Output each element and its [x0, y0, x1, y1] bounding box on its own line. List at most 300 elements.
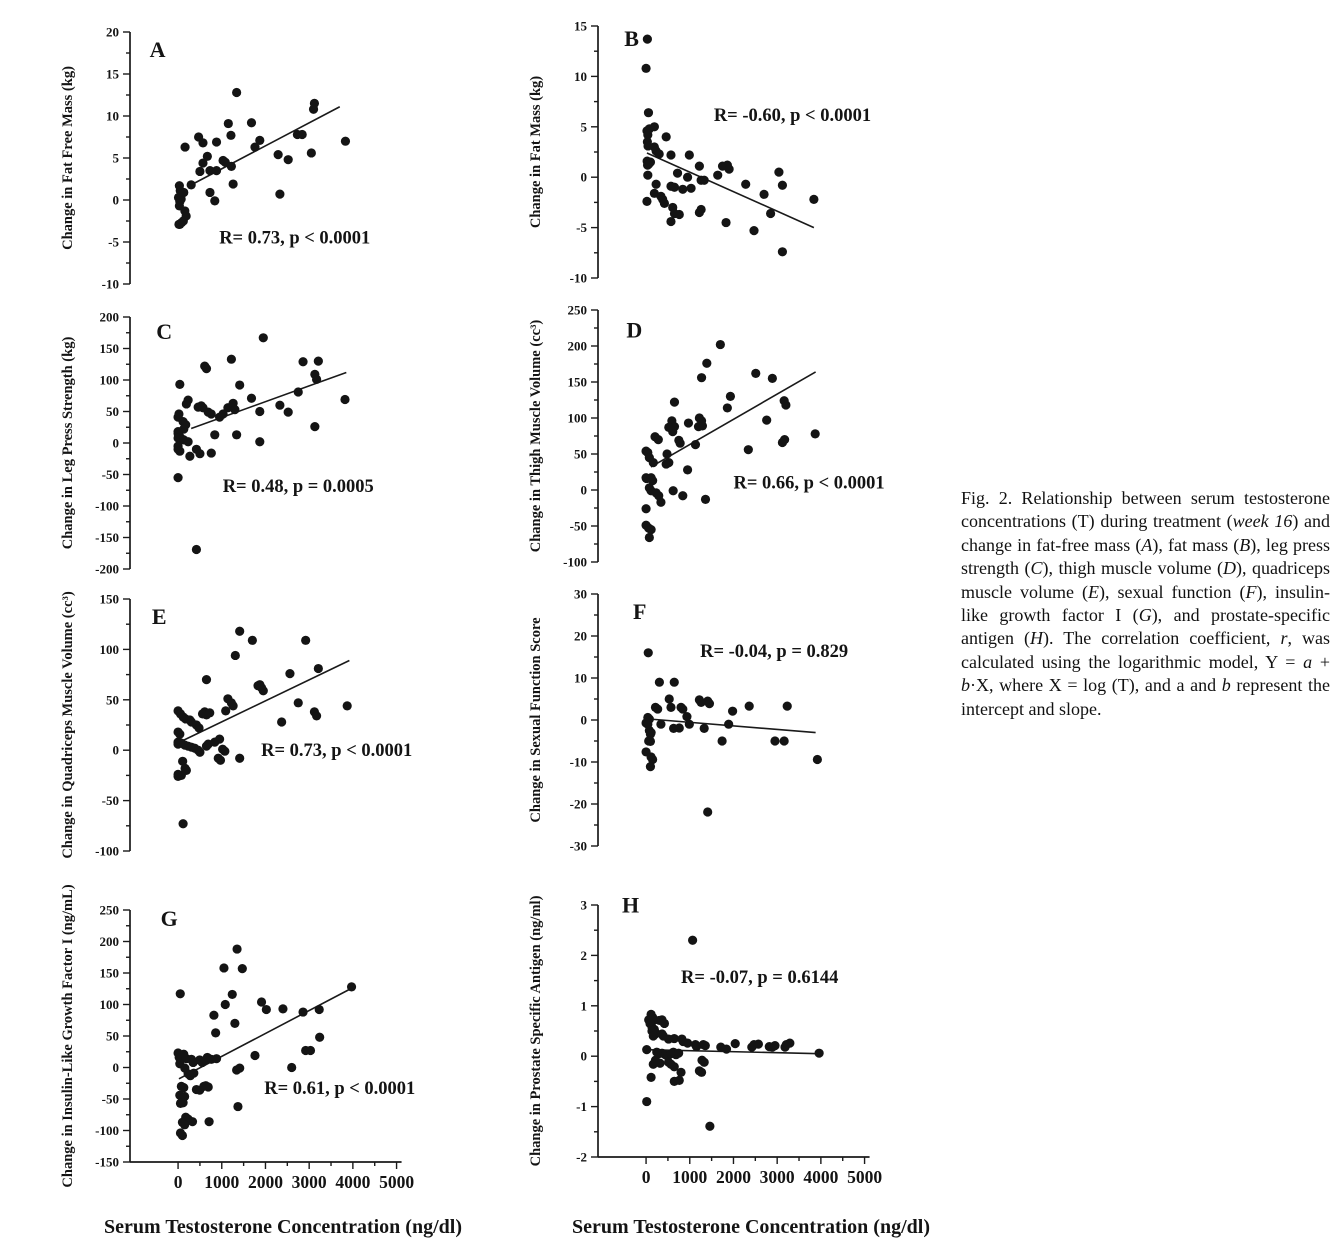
data-point — [670, 678, 679, 687]
data-point — [232, 430, 241, 439]
panel-annotation: R= 0.48, p = 0.0005 — [222, 477, 374, 498]
data-point — [697, 1068, 706, 1077]
data-point — [726, 392, 735, 401]
data-point — [294, 698, 303, 707]
y-tick-label: 100 — [99, 372, 119, 388]
y-tick-label: -100 — [95, 498, 119, 514]
data-point — [287, 1063, 296, 1072]
y-tick-label: -10 — [569, 754, 587, 770]
x-tick-label: 5000 — [379, 1172, 415, 1192]
data-point — [766, 209, 775, 218]
caption-text-segment: ), thigh muscle volume ( — [1042, 558, 1224, 579]
data-point — [173, 473, 182, 482]
y-tick-label: 150 — [99, 591, 119, 607]
data-point — [235, 380, 244, 389]
data-point — [275, 190, 284, 199]
y-tick-label: 150 — [567, 374, 587, 390]
y-tick-label: 15 — [574, 18, 587, 34]
data-point — [713, 171, 722, 180]
panel-G — [58, 884, 438, 1202]
y-tick-label: -100 — [95, 843, 119, 859]
data-point — [759, 190, 768, 199]
caption-text-segment: ), leg press strength ( — [961, 534, 1330, 579]
data-point — [219, 963, 228, 972]
panel-letter: G — [160, 905, 178, 931]
data-point — [646, 525, 655, 534]
panel-letter: E — [151, 604, 167, 630]
panel-A — [58, 24, 438, 294]
y-tick-label: -10 — [101, 276, 119, 292]
data-point — [725, 165, 734, 174]
data-point — [314, 357, 323, 366]
data-point — [669, 486, 678, 495]
data-point — [670, 398, 679, 407]
x-tick-label: 0 — [173, 1172, 183, 1192]
data-point — [745, 702, 754, 711]
y-tick-label: 100 — [99, 641, 119, 657]
data-point — [310, 99, 319, 108]
x-tick-label: 2000 — [247, 1172, 283, 1192]
data-point — [645, 533, 654, 542]
y-tick-label: 200 — [567, 338, 587, 354]
data-point — [646, 762, 655, 771]
data-point — [643, 161, 652, 170]
data-point — [641, 504, 650, 513]
data-point — [235, 754, 244, 763]
panel-E — [58, 591, 438, 861]
caption-text-segment: represent the intercept and slope. — [961, 675, 1331, 719]
data-point — [207, 448, 216, 457]
data-point — [202, 364, 211, 373]
caption-text-segment: ), fat mass ( — [1152, 534, 1240, 555]
x-tick-label: 2000 — [715, 1167, 751, 1187]
y-tick-label: 50 — [106, 692, 119, 708]
y-tick-label: 50 — [574, 446, 587, 462]
y-tick-label: 0 — [580, 712, 587, 728]
data-point — [643, 171, 652, 180]
trendline — [184, 660, 350, 740]
y-tick-label: 0 — [580, 169, 587, 185]
panel-B — [526, 18, 906, 288]
data-point — [642, 1045, 651, 1054]
data-point — [646, 737, 655, 746]
data-point — [670, 183, 679, 192]
data-point — [674, 1049, 683, 1058]
y-tick-label: -50 — [101, 1091, 119, 1107]
panel-E-chart — [58, 591, 438, 861]
data-point — [210, 430, 219, 439]
y-axis-label: Change in Leg Press Strength (kg) — [60, 336, 76, 550]
data-point — [187, 180, 196, 189]
data-point — [262, 1005, 271, 1014]
y-tick-label: 20 — [574, 628, 587, 644]
data-point — [248, 636, 257, 645]
x-tick-label: 0 — [641, 1167, 651, 1187]
data-point — [723, 403, 732, 412]
data-point — [675, 210, 684, 219]
y-tick-label: 0 — [112, 742, 119, 758]
data-point — [678, 491, 687, 500]
panel-F — [526, 586, 906, 856]
data-point — [683, 1038, 692, 1047]
data-point — [179, 188, 188, 197]
y-tick-label: 150 — [99, 965, 119, 981]
data-point — [643, 35, 652, 44]
panel-C — [58, 309, 438, 579]
data-point — [301, 1046, 310, 1055]
panel-A-chart — [58, 24, 438, 294]
data-point — [195, 167, 204, 176]
data-point — [653, 704, 662, 713]
y-tick-label: -200 — [95, 561, 119, 577]
data-point — [233, 1102, 242, 1111]
caption-italic-segment: E — [1088, 581, 1099, 602]
data-point — [655, 149, 664, 158]
data-point — [209, 1011, 218, 1020]
y-tick-label: -100 — [563, 554, 587, 570]
caption-text-segment: ), quadriceps muscle volume ( — [961, 558, 1331, 602]
y-tick-label: 20 — [106, 24, 119, 40]
data-point — [205, 188, 214, 197]
y-tick-label: 100 — [99, 997, 119, 1012]
data-point — [221, 1000, 230, 1009]
data-point — [315, 1005, 324, 1014]
data-point — [194, 723, 203, 732]
y-tick-label: -5 — [576, 220, 587, 236]
data-point — [298, 1007, 307, 1016]
y-tick-label: 0 — [580, 1048, 587, 1064]
y-tick-label: 0 — [112, 192, 119, 208]
data-point — [284, 408, 293, 417]
data-point — [722, 1045, 731, 1054]
data-point — [676, 439, 685, 448]
panel-annotation: R= 0.73, p < 0.0001 — [219, 228, 371, 249]
data-point — [310, 422, 319, 431]
x-tick-label: 4000 — [803, 1167, 839, 1187]
panel-letter: B — [624, 26, 639, 52]
data-point — [673, 169, 682, 178]
data-point — [754, 1040, 763, 1049]
data-point — [695, 162, 704, 171]
data-point — [655, 1059, 664, 1068]
data-point — [227, 162, 236, 171]
data-point — [255, 407, 264, 416]
panel-letter: A — [149, 37, 166, 63]
data-point — [255, 136, 264, 145]
data-point — [199, 1082, 208, 1091]
y-tick-label: 5 — [580, 119, 587, 135]
caption-italic-segment: r — [1280, 628, 1288, 649]
data-point — [228, 990, 237, 999]
data-point — [188, 1117, 197, 1126]
panel-C-chart — [58, 309, 438, 579]
panel-F-chart — [526, 586, 906, 856]
caption-italic-segment: b — [961, 675, 970, 696]
data-point — [218, 409, 227, 418]
panel-letter: D — [626, 317, 643, 343]
data-point — [230, 1019, 239, 1028]
data-point — [195, 748, 204, 757]
data-point — [642, 1097, 651, 1106]
data-point — [684, 418, 693, 427]
y-tick-label: 30 — [574, 586, 587, 602]
caption-text-segment: ), sexual function ( — [1099, 581, 1246, 602]
data-point — [341, 137, 350, 146]
data-point — [211, 1028, 220, 1037]
y-tick-label: 150 — [99, 341, 119, 356]
y-tick-label: -5 — [108, 234, 119, 250]
caption-text-segment: ), and prostate-specific antigen ( — [961, 604, 1330, 649]
data-point — [277, 717, 286, 726]
data-point — [685, 150, 694, 159]
data-point — [185, 452, 194, 461]
x-tick-label: 5000 — [847, 1167, 883, 1187]
data-point — [207, 409, 216, 418]
data-point — [654, 435, 663, 444]
data-point — [774, 168, 783, 177]
data-point — [744, 445, 753, 454]
data-point — [700, 176, 709, 185]
data-point — [202, 675, 211, 684]
panel-letter: H — [622, 892, 640, 918]
data-point — [298, 357, 307, 366]
data-point — [811, 429, 820, 438]
caption-italic-segment: B — [1239, 534, 1251, 555]
data-point — [301, 636, 310, 645]
data-point — [642, 197, 651, 206]
data-point — [176, 989, 185, 998]
data-point — [278, 1004, 287, 1013]
y-tick-label: -50 — [101, 793, 119, 809]
y-tick-label: 50 — [106, 1028, 119, 1044]
data-point — [229, 179, 238, 188]
data-point — [343, 701, 352, 710]
x-tick-label: 4000 — [335, 1172, 371, 1192]
data-point — [257, 997, 266, 1006]
data-point — [751, 369, 760, 378]
panel-annotation: R= -0.60, p < 0.0001 — [713, 105, 872, 126]
data-point — [184, 437, 193, 446]
panel-annotation: R= 0.61, p < 0.0001 — [264, 1078, 416, 1099]
data-point — [285, 669, 294, 678]
y-tick-label: 3 — [580, 897, 587, 913]
data-point — [683, 465, 692, 474]
data-point — [216, 756, 225, 765]
data-point — [178, 1098, 187, 1107]
data-point — [250, 1051, 259, 1060]
data-point — [664, 423, 673, 432]
data-point — [204, 1117, 213, 1126]
data-point — [728, 707, 737, 716]
data-point — [705, 1122, 714, 1131]
y-tick-label: 0 — [112, 1060, 119, 1075]
data-point — [182, 399, 191, 408]
data-point — [662, 132, 671, 141]
data-point — [703, 807, 712, 816]
data-point — [650, 122, 659, 131]
y-tick-label: 200 — [99, 934, 119, 949]
panel-H-chart — [526, 892, 906, 1197]
data-point — [695, 208, 704, 217]
data-point — [203, 152, 212, 161]
caption-italic-segment: C — [1030, 558, 1043, 579]
y-tick-label: -20 — [569, 796, 587, 812]
data-point — [312, 711, 321, 720]
data-point — [675, 1076, 684, 1085]
data-point — [718, 736, 727, 745]
caption-italic-segment: D — [1223, 558, 1237, 579]
y-tick-label: 0 — [112, 435, 119, 451]
data-point — [238, 964, 247, 973]
caption-italic-segment: A — [1141, 534, 1153, 555]
y-tick-label: -1 — [576, 1099, 587, 1115]
y-tick-label: -2 — [576, 1149, 587, 1165]
y-tick-label: -50 — [101, 467, 119, 482]
y-tick-label: 15 — [106, 66, 119, 82]
data-point — [762, 416, 771, 425]
data-point — [198, 138, 207, 147]
data-point — [716, 340, 725, 349]
data-point — [259, 333, 268, 342]
y-tick-label: 2 — [580, 947, 587, 963]
data-point — [691, 440, 700, 449]
data-point — [666, 150, 675, 159]
data-point — [662, 459, 671, 468]
data-point — [641, 64, 650, 73]
caption-text-segment: ), insulin-like growth factor I ( — [961, 581, 1330, 625]
data-point — [205, 708, 214, 717]
caption-text-segment: , was calculated using the logarithmic model, Y = — [961, 628, 1330, 672]
data-point — [179, 216, 188, 225]
data-point — [221, 706, 230, 715]
data-point — [215, 735, 224, 744]
data-point — [815, 1049, 824, 1058]
caption-text-segment: Fig. 2. Relationship between serum testosterone concentrations (T) during treatment ( — [961, 488, 1330, 532]
data-point — [780, 736, 789, 745]
caption-italic-segment: week 16 — [1232, 511, 1293, 532]
data-point — [255, 437, 264, 446]
data-point — [778, 181, 787, 190]
y-tick-label: -10 — [569, 270, 587, 286]
data-point — [294, 387, 303, 396]
data-point — [212, 137, 221, 146]
trendline — [191, 372, 346, 428]
caption-italic-segment: G — [1138, 604, 1152, 625]
y-axis-label: Change in Prostate Specific Antigen (ng/ml) — [528, 895, 544, 1167]
data-point — [310, 370, 319, 379]
data-point — [259, 686, 268, 695]
data-point — [226, 131, 235, 140]
data-point — [700, 1058, 709, 1067]
data-point — [175, 380, 184, 389]
data-point — [662, 449, 671, 458]
y-tick-label: 10 — [574, 68, 587, 84]
data-point — [660, 1019, 669, 1028]
data-point — [702, 359, 711, 368]
y-tick-label: -50 — [569, 518, 587, 534]
data-point — [688, 936, 697, 945]
data-point — [231, 651, 240, 660]
data-point — [778, 247, 787, 256]
data-point — [314, 664, 323, 673]
panel-letter: C — [156, 319, 173, 345]
data-point — [780, 435, 789, 444]
data-point — [180, 142, 189, 151]
data-point — [347, 982, 356, 991]
data-point — [721, 218, 730, 227]
caption-text-segment: ) and change in fat-free mass ( — [961, 511, 1330, 555]
y-axis-label: Change in Fat Mass (kg) — [528, 75, 544, 229]
data-point — [665, 694, 674, 703]
caption-italic-segment: H — [1030, 628, 1044, 649]
data-point — [686, 184, 695, 193]
x-tick-label: 1000 — [204, 1172, 240, 1192]
data-point — [660, 199, 669, 208]
data-point — [697, 373, 706, 382]
data-point — [694, 422, 703, 431]
data-point — [298, 130, 307, 139]
data-point — [724, 720, 733, 729]
data-point — [813, 755, 822, 764]
y-tick-label: 10 — [106, 108, 119, 124]
y-tick-label: 1 — [580, 998, 587, 1014]
data-point — [644, 648, 653, 657]
panel-annotation: R= -0.07, p = 0.6144 — [681, 968, 839, 989]
caption-text-segment: ). The correlation coefficient, — [1043, 628, 1281, 649]
caption-text-segment: ·X, where X = log (T), and a and — [970, 675, 1222, 696]
data-point — [656, 720, 665, 729]
data-point — [340, 395, 349, 404]
x-tick-label: 3000 — [291, 1172, 327, 1192]
data-point — [212, 1054, 221, 1063]
panel-annotation: R= 0.66, p < 0.0001 — [733, 473, 885, 494]
x-tick-label: 1000 — [672, 1167, 708, 1187]
panel-G-chart — [58, 884, 438, 1202]
data-point — [178, 819, 187, 828]
data-point — [247, 394, 256, 403]
y-axis-label: Change in Sexual Function Score — [528, 617, 544, 823]
data-point — [666, 703, 675, 712]
data-point — [646, 1073, 655, 1082]
data-point — [175, 447, 184, 456]
data-point — [232, 88, 241, 97]
x-tick-label: 3000 — [759, 1167, 795, 1187]
data-point — [284, 155, 293, 164]
data-point — [220, 747, 229, 756]
data-point — [235, 627, 244, 636]
data-point — [247, 118, 256, 127]
caption-text-segment: + — [1312, 651, 1330, 672]
data-point — [182, 766, 191, 775]
data-point — [189, 1069, 198, 1078]
panel-annotation: R= 0.73, p < 0.0001 — [261, 741, 413, 762]
data-point — [649, 1031, 658, 1040]
y-tick-label: -150 — [95, 1154, 119, 1170]
y-tick-label: 200 — [99, 309, 119, 325]
x-axis-title-right: Serum Testosterone Concentration (ng/dl) — [572, 1216, 930, 1238]
panel-letter: F — [632, 599, 647, 625]
data-point — [195, 449, 204, 458]
data-point — [685, 720, 694, 729]
data-point — [731, 1039, 740, 1048]
data-point — [275, 401, 284, 410]
data-point — [705, 699, 714, 708]
y-tick-label: 250 — [99, 902, 119, 918]
data-point — [227, 355, 236, 364]
caption-italic-segment: a — [1303, 651, 1313, 672]
data-point — [224, 119, 233, 128]
data-point — [768, 374, 777, 383]
